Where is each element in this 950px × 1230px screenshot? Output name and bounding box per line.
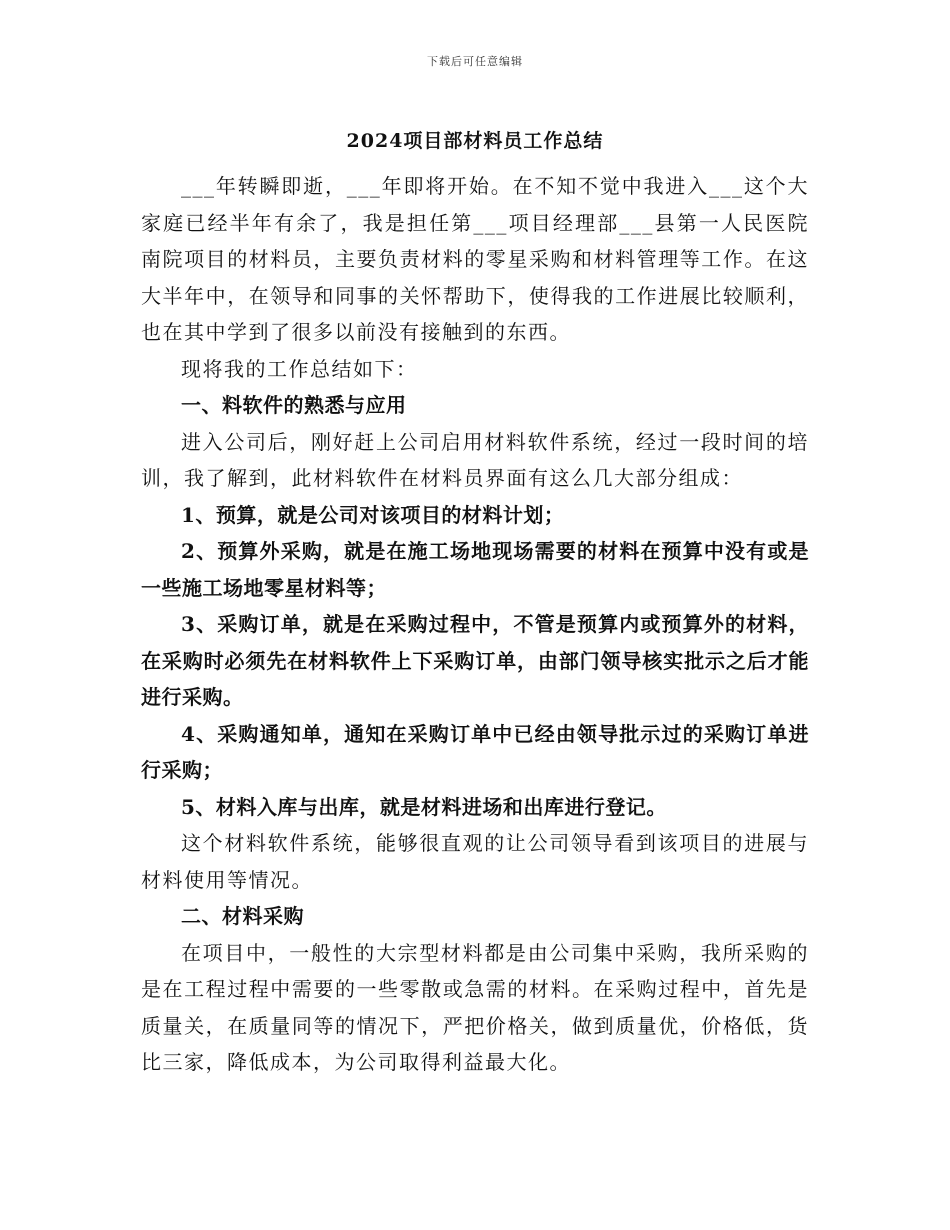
paragraph-purchasing: 在项目中，一般性的大宗型材料都是由公司集中采购，我所采购的是在工程过程中需要的一些零散或急需的材料。在采购过程中，首先是质量关，在质量同等的情况下，严把价格关，做到质量优，价格低，货比三家，降低成本，为公司取得利益最大化。	[141, 940, 809, 1074]
paragraph-summary-lead: 现将我的工作总结如下：	[181, 356, 418, 381]
section-heading-purchasing: 二、材料采购	[181, 904, 304, 928]
list-item-purchase-notice: 4、采购通知单，通知在采购订单中已经由领导批示过的采购订单进行采购；	[141, 721, 809, 782]
list-item-purchase-order: 3、采购订单，就是在采购过程中，不管是预算内或预算外的材料，在采购时必须先在材料软件上下采购订单，由部门领导核实批示之后才能进行采购。	[141, 612, 809, 709]
paragraph-software-intro: 进入公司后，刚好赶上公司启用材料软件系统，经过一段时间的培训，我了解到，此材料软件在材料员界面有这么几大部分组成：	[141, 429, 809, 490]
list-item-extra-purchase: 2、预算外采购，就是在施工场地现场需要的材料在预算中没有或是一些施工场地零星材料等；	[141, 539, 809, 600]
paragraph-intro: ___年转瞬即逝，___年即将开始。在不知不觉中我进入___这个大家庭已经半年有余了，我是担任第___项目经理部___县第一人民医院南院项目的材料员，主要负责材料的零星采购和材料管理等工作。在这大半年中，在领导和同事的关怀帮助下，使得我的工作进展比较顺利，也在其中学到了很多以前没有接触到的东西。	[141, 174, 809, 344]
header-note: 下载后可任意编辑	[427, 55, 523, 68]
section-heading-software: 一、料软件的熟悉与应用	[181, 393, 407, 417]
list-item-inventory: 5、材料入库与出库，就是材料进场和出库进行登记。	[181, 794, 667, 819]
paragraph-software-summary: 这个材料软件系统，能够很直观的让公司领导看到该项目的进展与材料使用等情况。	[141, 831, 809, 892]
document-title: 2024项目部材料员工作总结	[346, 130, 604, 152]
document-body	[141, 168, 809, 1081]
list-item-budget: 1、预算，就是公司对该项目的材料计划；	[181, 502, 565, 527]
